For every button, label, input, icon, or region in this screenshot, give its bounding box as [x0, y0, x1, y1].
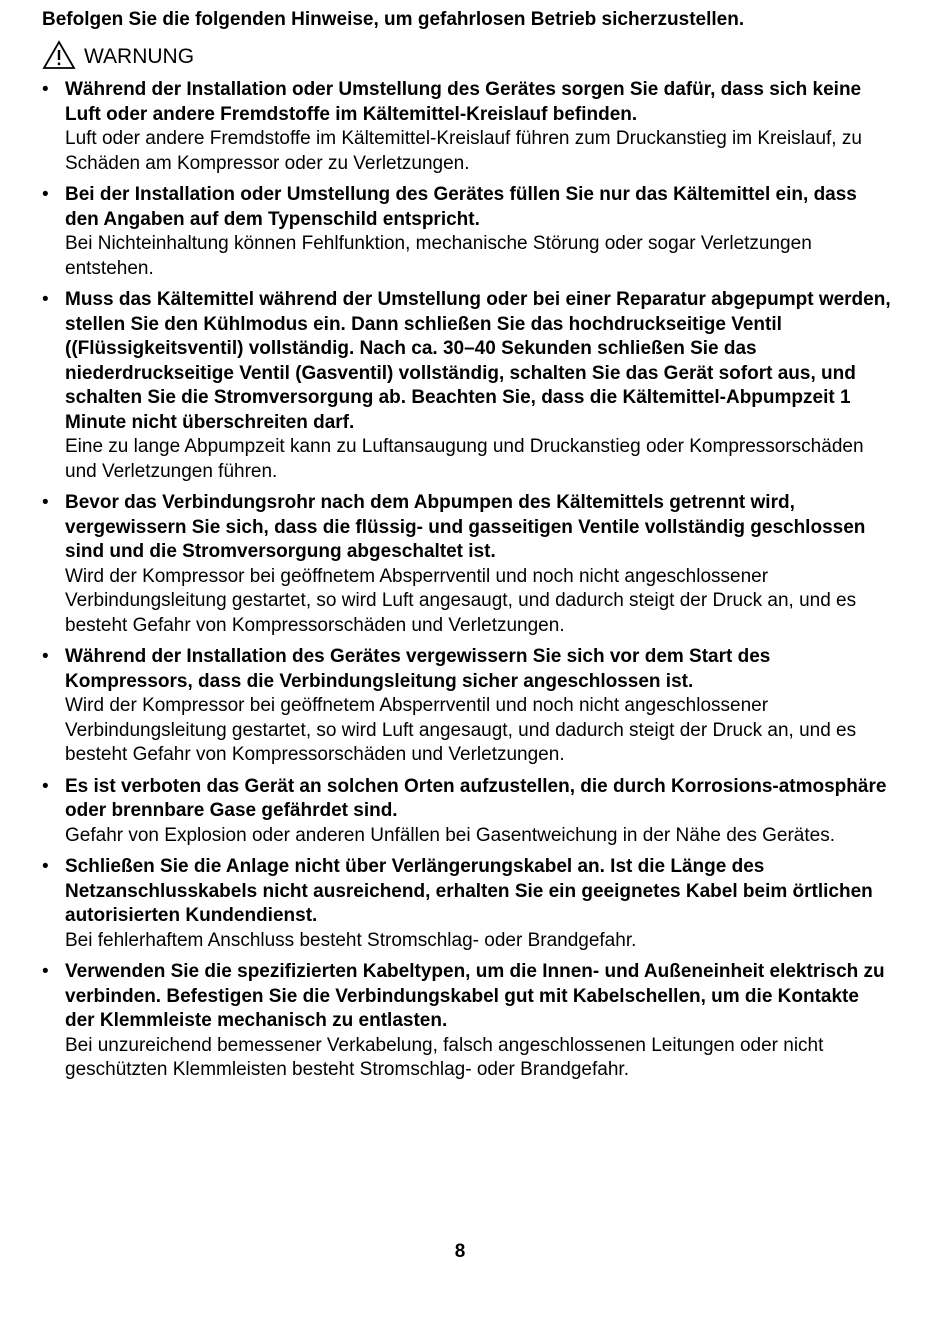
list-item-title: Verwenden Sie die spezifizierten Kabeltypen, um die Innen- und Außeneinheit elektrisch zu verbinden. Befestigen Sie die Verbindungskabel gut mit Kabelschellen, um die Kontakte der Klemmleiste mechanisch zu entlasten. [65, 961, 885, 1031]
bullet: • [42, 184, 49, 205]
list-item [42, 645, 892, 768]
warning-list [42, 78, 892, 1083]
document-page [42, 8, 892, 1090]
list-item [42, 855, 892, 953]
list-item [42, 78, 892, 176]
list-item-text: Eine zu lange Abpumpzeit kann zu Luftansaugung und Druckanstieg oder Kompressorschäden und Verletzungen führen. [65, 436, 864, 482]
list-item-title: Muss das Kältemittel während der Umstellung oder bei einer Reparatur abgepumpt werden, stellen Sie den Kühlmodus ein. Dann schließen Sie das hochdruckseitige Ventil ((Flüssigkeitsventil) vollständig. Nach ca. 30–40 Sekunden schließen Sie das niederdruckseitige Ventil (Gasventil) vollständig, schalten Sie das Gerät sofort aus, und schalten Sie die Stromversorgung ab. Beachten Sie, dass die Kältemittel-Abpumpzeit 1 Minute nicht überschreiten darf. [65, 289, 891, 433]
list-item-title: Bevor das Verbindungsrohr nach dem Abpumpen des Kältemittels getrennt wird, vergewissern Sie sich, dass die flüssig- und gasseitigen Ventile vollständig geschlossen sind und die Stromversorgung abgeschaltet ist. [65, 492, 866, 562]
bullet: • [42, 646, 49, 667]
list-item-text: Bei fehlerhaftem Anschluss besteht Stromschlag- oder Brandgefahr. [65, 929, 637, 951]
bullet: • [42, 492, 49, 513]
list-item-title: Schließen Sie die Anlage nicht über Verlängerungskabel an. Ist die Länge des Netzanschlusskabels nicht ausreichend, erhalten Sie ein geeignetes Kabel beim örtlichen autorisierten Kundendienst. [65, 856, 873, 926]
page-number: 8 [454, 1241, 466, 1262]
bullet: • [42, 289, 49, 310]
list-item-text: Bei unzureichend bemessener Verkabelung, falsch angeschlossenen Leitungen oder nicht geschützten Klemmleisten besteht Stromschlag- oder Brandgefahr. [65, 1034, 824, 1080]
list-item [42, 183, 892, 281]
warning-label: WARNUNG [84, 45, 195, 68]
list-item-text: Gefahr von Explosion oder anderen Unfällen bei Gasentweichung in der Nähe des Gerätes. [65, 824, 835, 846]
list-item [42, 491, 892, 638]
list-item-title: Während der Installation des Gerätes vergewissern Sie sich vor dem Start des Kompressors, dass die Verbindungsleitung sicher angeschlossen ist. [65, 646, 771, 692]
list-item-text: Wird der Kompressor bei geöffnetem Absperrventil und noch nicht angeschlossener Verbindungsleitung gestartet, so wird Luft angesaugt, und dadurch steigt der Druck an, und es besteht Gefahr von Kompressorschäden und Verletzungen. [65, 695, 857, 765]
list-item-text: Wird der Kompressor bei geöffnetem Absperrventil und noch nicht angeschlossener Verbindungsleitung gestartet, so wird Luft angesaugt, und dadurch steigt der Druck an, und es besteht Gefahr von Kompressorschäden und Verletzungen. [65, 565, 857, 636]
bullet: • [42, 775, 49, 797]
list-item-title: Bei der Installation oder Umstellung des Gerätes füllen Sie nur das Kältemittel ein, dass den Angaben auf dem Typenschild entspricht. [65, 184, 857, 230]
list-item [42, 288, 892, 484]
list-item [42, 775, 892, 849]
list-item-text: Luft oder andere Fremdstoffe im Kältemittel-Kreislauf führen zum Druckanstieg im Kreislauf, zu Schäden am Kompressor oder zu Verletzungen. [65, 128, 862, 174]
bullet: • [42, 856, 49, 877]
warning-triangle-icon [42, 40, 76, 70]
list-item-title: Während der Installation oder Umstellung des Gerätes sorgen Sie dafür, dass sich keine Luft oder andere Fremdstoffe im Kältemittel-Kreislauf befinden. [65, 79, 862, 125]
bullet: • [42, 961, 49, 982]
intro-text: Befolgen Sie die folgenden Hinweise, um gefahrlosen Betrieb sicherzustellen. [42, 9, 745, 30]
bullet: • [42, 79, 49, 100]
list-item [42, 960, 892, 1083]
list-item-title: Es ist verboten das Gerät an solchen Orten aufzustellen, die durch Korrosions-atmosphäre oder brennbare Gase gefährdet sind. [65, 775, 887, 821]
warning-header [42, 40, 892, 70]
list-item-text: Bei Nichteinhaltung können Fehlfunktion, mechanische Störung oder sogar Verletzungen entstehen. [65, 233, 812, 279]
